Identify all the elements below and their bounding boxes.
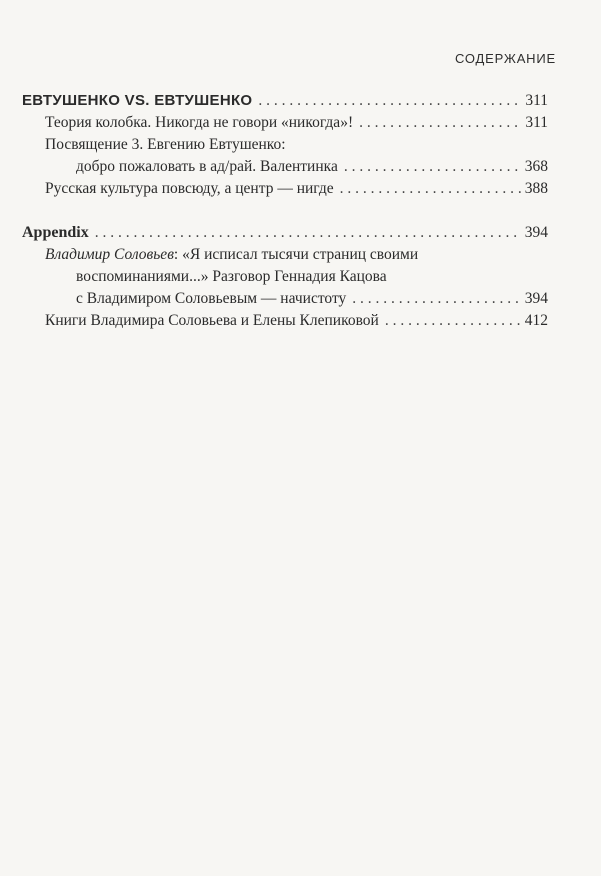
toc-entry-title: : «Я исписал тысячи страниц своими	[173, 246, 419, 263]
toc-page-number: 412	[524, 312, 548, 329]
toc-entry-title: Посвящение 3. Евгению Евтушенко:	[45, 136, 286, 153]
section-gap	[22, 200, 548, 222]
table-of-contents	[22, 90, 548, 332]
running-head: СОДЕРЖАНИЕ	[454, 51, 556, 66]
dot-leader	[385, 310, 521, 332]
toc-entry-line[interactable]	[22, 266, 548, 288]
toc-part-title: Appendix	[22, 224, 89, 241]
toc-entry-title-continued: воспоминаниями...» Разговор Геннадия Кацова	[76, 268, 387, 285]
dot-leader	[95, 222, 521, 244]
toc-entry-title: Книги Владимира Соловьева и Елены Клепиковой	[45, 312, 379, 329]
toc-page-number: 394	[524, 290, 548, 307]
toc-entry-title-continued: добро пожаловать в ад/рай. Валентинка	[76, 158, 338, 175]
dot-leader	[359, 112, 521, 134]
toc-entry[interactable]	[22, 310, 548, 332]
toc-entry[interactable]	[22, 156, 548, 178]
dot-leader	[258, 90, 521, 112]
dot-leader	[352, 288, 520, 310]
toc-entry-title-continued: с Владимиром Соловьевым — начистоту	[76, 290, 347, 307]
toc-page-number: 311	[525, 92, 548, 109]
dot-leader	[344, 156, 521, 178]
toc-entry-line[interactable]	[22, 134, 548, 156]
toc-page-number: 368	[524, 158, 548, 175]
toc-entry-line[interactable]	[22, 244, 548, 266]
toc-part-heading[interactable]	[22, 222, 548, 244]
toc-page-number: 388	[524, 180, 548, 197]
toc-entry-title: Теория колобка. Никогда не говори «никогда»!	[45, 114, 354, 131]
toc-entry-author: Владимир Соловьев	[45, 246, 174, 263]
toc-page-number: 394	[524, 224, 548, 241]
toc-entry[interactable]	[22, 112, 548, 134]
toc-part-heading[interactable]	[22, 90, 548, 112]
toc-entry-title: Русская культура повсюду, а центр — нигде	[45, 180, 334, 197]
toc-page-number: 311	[525, 114, 548, 131]
toc-entry[interactable]	[22, 178, 548, 200]
toc-part-title: ЕВТУШЕНКО VS. ЕВТУШЕНКО	[22, 92, 253, 109]
dot-leader	[340, 178, 521, 200]
toc-entry[interactable]	[22, 288, 548, 310]
